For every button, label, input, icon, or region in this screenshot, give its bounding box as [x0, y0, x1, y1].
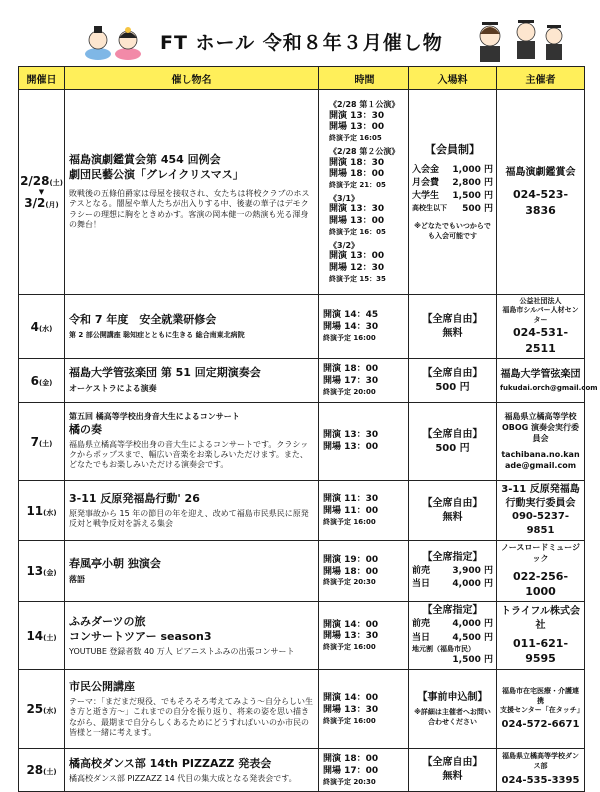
event-organizer: 福島市在宅医療・介護連携 支援センター「在タッチ」 024-572-6671	[497, 670, 585, 749]
header-date: 開催日	[19, 67, 65, 90]
events-table	[18, 66, 598, 792]
event-date: 13(金)	[19, 541, 65, 602]
event-name: 福島演劇鑑賞会第 454 回例会 劇団民藝公演「グレイクリスマス」 敗戦後の五條伯爵家は母屋を接収され、女たちは将校クラブのホステスとなる。闇屋や華人たちが出入りする中、後妻の華子はデモクラシーの理想に胸をときめかす。客演の岡本健一の熱演も光る渾身の舞台！	[65, 90, 319, 295]
hina-dolls-illustration	[82, 20, 146, 60]
event-fee: 【全席指定】 前売 3,900 円 当日 4,000 円	[409, 541, 497, 602]
header-time: 時間	[319, 67, 409, 90]
event-date: 4(水)	[19, 295, 65, 359]
event-organizer: 福島演劇鑑賞会 024-523-3836	[497, 90, 585, 295]
event-fee: 【全席自由】 無料	[409, 295, 497, 359]
header-name: 催し物名	[65, 67, 319, 90]
event-time: 開演 18：00 開場 17：00 終演予定 20:30	[319, 749, 409, 792]
event-organizer: 3-11 反原発福島 行動実行委員会 090-5237-9851	[497, 481, 585, 541]
event-date: 2/28(土) ▼ 3/2(月)	[19, 90, 65, 295]
event-date: 6(金)	[19, 359, 65, 403]
table-row	[19, 749, 585, 792]
event-name: ふみダーツの旅 コンサートツアー season3 YOUTUBE 登録者数 40 万人 ピアニストふみの出張コンサート	[65, 602, 319, 670]
header-fee: 入場料	[409, 67, 497, 90]
table-row	[19, 602, 585, 670]
event-name: 令和 7 年度 安全就業研修会 第 2 部公開講座 聡知症とともに生きる 総合南東北病院	[65, 295, 319, 359]
event-name: 第五回 橘高等学校出身音大生によるコンサート 橘の奏 福島県立橘高等学校出身の音大生によるコンサートです。クラシックからポップスまで、幅広い音楽をお楽しみいただけます。また、どなたでもお楽しみいただける演奏会です。	[65, 403, 319, 481]
event-organizer: 福島県立橘高等学校 OBOG 演奏会実行委員会 tachibana.no.kanade@gmail.com	[497, 403, 585, 481]
table-row	[19, 481, 585, 541]
event-date: 25(水)	[19, 670, 65, 749]
table-row	[19, 670, 585, 749]
event-time: 開演 14：45 開場 14：30 終演予定 16:00	[319, 295, 409, 359]
event-time: 開演 13：30 開場 13：00	[319, 403, 409, 481]
event-time: 開演 19：00 開場 18：00 終演予定 20:30	[319, 541, 409, 602]
event-date: 11(水)	[19, 481, 65, 541]
event-time: 開演 14：00 開場 13：30 終演予定 16:00	[319, 670, 409, 749]
event-time: 開演 14：00 開場 13：30 終演予定 16:00	[319, 602, 409, 670]
table-row	[19, 90, 585, 295]
event-fee: 【事前申込制】 ※詳細は主催者へお問い合わせください	[409, 670, 497, 749]
event-organizer: 公益社団法人 福島市シルバー人材センター 024-531-2511	[497, 295, 585, 359]
table-row	[19, 359, 585, 403]
event-organizer: トライフル株式会社 011-621-9595	[497, 602, 585, 670]
event-organizer: 福島大学管弦楽団 fukudai.orch@gmail.com	[497, 359, 585, 403]
event-organizer: ノースロードミュージック 022-256-1000	[497, 541, 585, 602]
event-time: 開演 11：30 開場 11：00 終演予定 16:00	[319, 481, 409, 541]
table-row	[19, 403, 585, 481]
event-time: 《2/28 第１公演》 開演 13：30 開場 13：00 終演予定 16:05 《2/28 第２公演》 開演 18：30 開場 18：00 終演予定 21：05 《3/1》 開演 13：30 開場 13：00 終演予定 16：05 《3/2》 開演 13：00 開場 12：30 終演予定 15：35	[319, 90, 409, 295]
page-title: FT ホール 令和８年３月催し物	[160, 32, 443, 54]
event-name: 市民公開講座 テーマ：「まだまだ現役、でもそろそろ考えてみよう～自分らしい生き方と逝き方～」これまでの自分を振り返り、将来の姿を思い描きながら、最期まで自分らしくあるためにどうすればいいのか市民の皆様と一緒に考えます。	[65, 670, 319, 749]
event-name: 春風亭小朝 独演会 落語	[65, 541, 319, 602]
event-fee: 【全席自由】 500 円	[409, 359, 497, 403]
event-name: 福島大学管弦楽団 第 51 回定期演奏会 オーケストラによる演奏	[65, 359, 319, 403]
table-row	[19, 541, 585, 602]
event-date: 14(土)	[19, 602, 65, 670]
table-row	[19, 295, 585, 359]
event-fee: 【全席自由】 500 円	[409, 403, 497, 481]
header-org: 主催者	[497, 67, 585, 90]
event-fee: 【全席指定】 前売 4,000 円 当日 4,500 円 地元割（福島市民） 1,500 円	[409, 602, 497, 670]
event-fee: 【会員制】 入会金 1,000 円 月会費 2,800 円 大学生 1,500 円 高校生以下 500 円 ※どなたでもいつからでも入会可能です	[409, 90, 497, 295]
page-header	[0, 0, 600, 64]
event-fee: 【全席自由】 無料	[409, 749, 497, 792]
event-date: 7(土)	[19, 403, 65, 481]
table-header-row	[19, 67, 585, 90]
graduates-illustration	[468, 10, 568, 64]
event-fee: 【全席自由】 無料	[409, 481, 497, 541]
event-name: 3-11 反原発福島行動' 26 原発事故から 15 年の節目の年を迎え、改めて福島市民県民に原発反対と戦争反対を訴える集会	[65, 481, 319, 541]
event-name: 橘高校ダンス部 14th PIZZAZZ 発表会 橘高校ダンス部 PIZZAZZ 14 代目の集大成となる発表会です。	[65, 749, 319, 792]
event-date: 28(土)	[19, 749, 65, 792]
event-organizer: 福島県立橘高等学校ダンス部 024-535-3395	[497, 749, 585, 792]
event-time: 開演 18：00 開場 17：30 終演予定 20:00	[319, 359, 409, 403]
